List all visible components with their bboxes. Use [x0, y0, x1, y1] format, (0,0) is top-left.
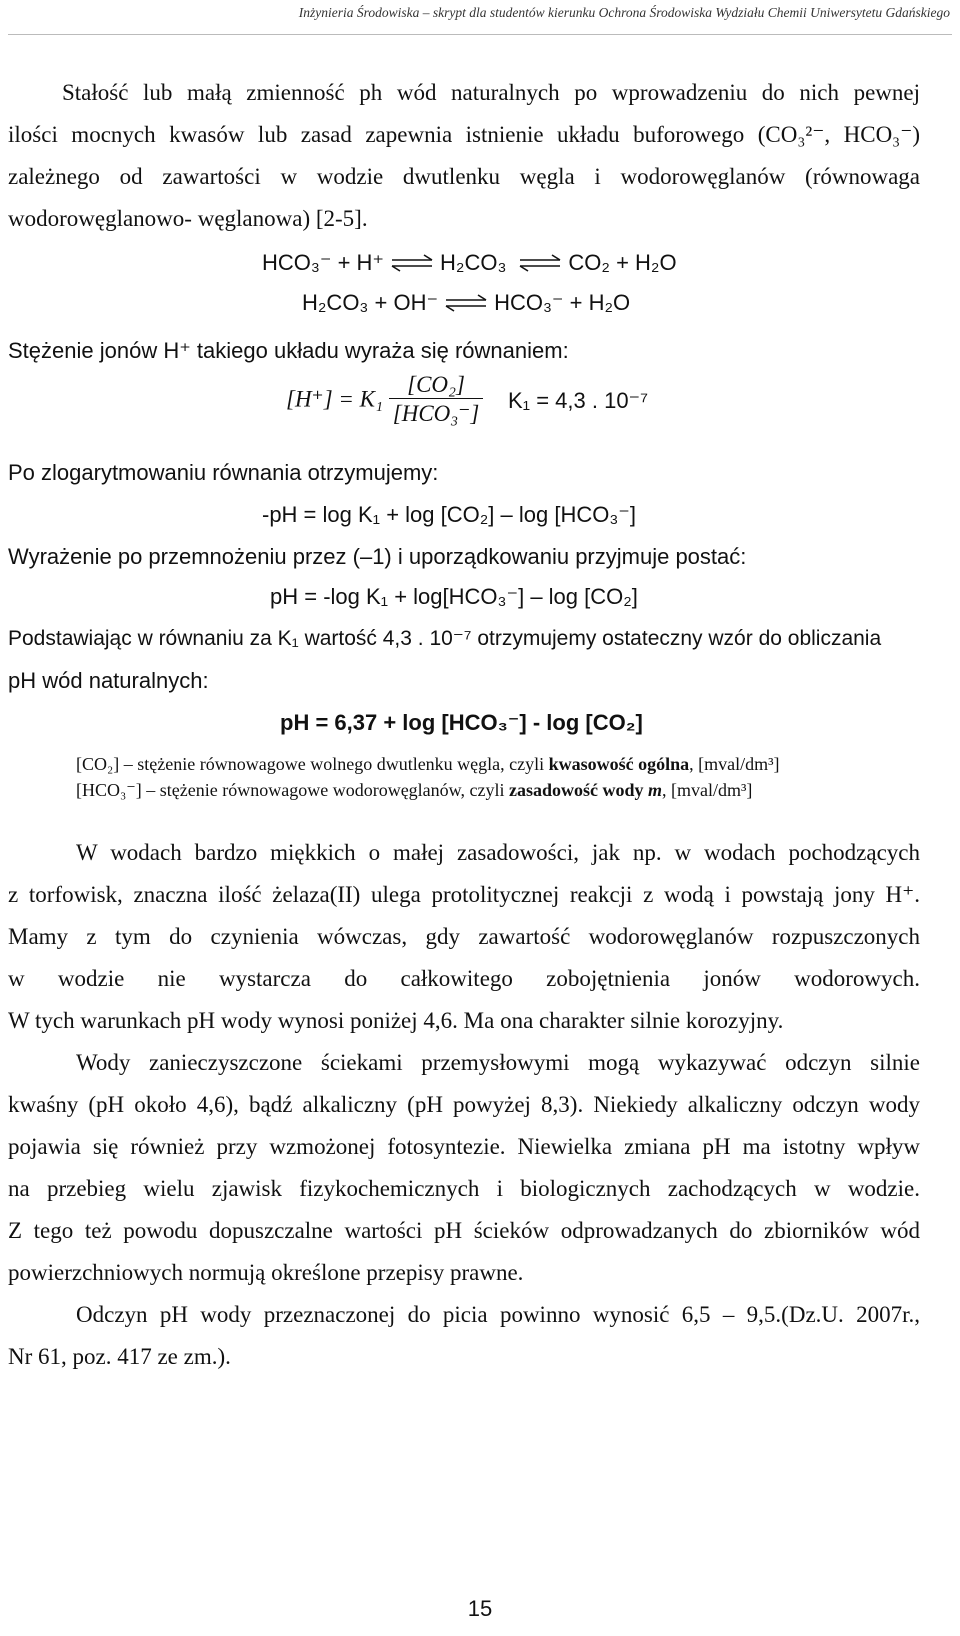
hydrogen-equation: [286, 372, 483, 427]
equation-fraction: [389, 372, 484, 427]
para3-line4: na przebieg wielu zjawisk fizykochemicznych i biologicznych zachodzących w wodzie.: [8, 1176, 920, 1201]
reaction2-left: H₂CO₃ + OH⁻: [302, 290, 439, 315]
reaction1-right: CO₂ + H₂O: [568, 250, 677, 275]
para1-line3: zależnego od zawartości w wodzie dwutlenku węgla i wodorowęglanów (równowaga: [8, 164, 920, 189]
para4-line1: Odczyn pH wody przeznaczonej do picia powinno wynosić 6,5 – 9,5.(Dz.U. 2007r.,: [76, 1302, 920, 1327]
para1-line4: wodorowęglanowo- węglanowa) [2-5].: [8, 206, 368, 231]
fraction-numerator: [CO₂]: [407, 372, 465, 397]
ph-equation: pH = -log K₁ + log[HCO₃⁻] – log [CO₂]: [270, 584, 638, 609]
log-equation: -pH = log K₁ + log [CO₂] – log [HCO₃⁻]: [262, 502, 637, 527]
para3-line2: kwaśny (pH około 4,6), bądź alkaliczny (pH powyżej 8,3). Niekiedy alkaliczny odczyn wody: [8, 1092, 920, 1117]
para3-line6: powierzchniowych normują określone przepisy prawne.: [8, 1260, 524, 1285]
para2-line5: W tych warunkach pH wody wynosi poniżej 4,6. Ma ona charakter silnie korozyjny.: [8, 1008, 784, 1033]
definition-co2-unit: , [mval/dm³]: [689, 754, 780, 774]
definition-hco3-term-m: m: [648, 780, 663, 800]
page-number: 15: [467, 1596, 493, 1621]
para2-line2: z torfowisk, znaczna ilość żelaza(II) ulega protolitycznej reakcji z wodą i powstają jony H⁺.: [8, 882, 920, 907]
k1-value: K₁ = 4,3 . 10⁻⁷: [508, 388, 649, 413]
log-intro: Po zlogarytmowaniu równania otrzymujemy:: [8, 460, 439, 485]
final-ph-formula: pH = 6,37 + log [HCO₃⁻] - log [CO₂]: [280, 710, 643, 735]
para1-line2: ilości mocnych kwasów lub zasad zapewnia istnienie układu buforowego (CO₃²⁻, HCO₃⁻): [8, 122, 920, 147]
substitution-line2: pH wód naturalnych:: [8, 668, 209, 693]
definition-co2-term: kwasowość ogólna: [548, 754, 690, 774]
equation-lhs: [H⁺] = K₁: [286, 386, 384, 412]
reaction2-right: HCO₃⁻ + H₂O: [494, 290, 631, 315]
para3-line1: Wody zanieczyszczone ściekami przemysłowymi mogą wykazywać odczyn silnie: [76, 1050, 920, 1075]
definition-hco3: [76, 780, 752, 801]
para3-line5: Z tego też powodu dopuszczalne wartości pH ścieków odprowadzanych do zbiorników wód: [8, 1218, 920, 1243]
running-header: Inżynieria Środowiska – skrypt dla studentów kierunku Ochrona Środowiska Wydziału Chemii Uniwersytetu Gdańskiego: [298, 5, 950, 20]
definition-co2-text: [CO₂] – stężenie równowagowe wolnego dwutlenku węgla, czyli: [76, 754, 549, 774]
definition-hco3-text: [HCO₃⁻] – stężenie równowagowe wodorowęglanów, czyli: [76, 780, 509, 800]
definition-co2: [76, 754, 780, 775]
concentration-intro: Stężenie jonów H⁺ takiego układu wyraża się równaniem:: [8, 338, 569, 363]
para4-line2: Nr 61, poz. 417 ze zm.).: [8, 1344, 231, 1369]
para2-line4: w wodzie nie wystarcza do całkowitego zobojętnienia jonów wodorowych.: [8, 966, 920, 991]
substitution-line1: Podstawiając w równaniu za K₁ wartość 4,3 . 10⁻⁷ otrzymujemy ostateczny wzór do obliczania: [8, 627, 882, 650]
para2-line1: W wodach bardzo miękkich o małej zasadowości, jak np. w wodach pochodzących: [76, 840, 920, 865]
definition-hco3-unit: , [mval/dm³]: [662, 780, 753, 800]
para3-line3: pojawia się również przy wzmożonej fotosyntezie. Niewielka zmiana pH ma istotny wpływ: [8, 1134, 920, 1159]
multiply-intro: Wyrażenie po przemnożeniu przez (–1) i uporządkowaniu przyjmuje postać:: [8, 544, 747, 569]
fraction-denominator: [HCO₃⁻]: [389, 398, 484, 427]
equilibrium-arrow-icon: [518, 254, 562, 272]
para2-line3: Mamy z tym do czynienia wówczas, gdy zawartość wodorowęglanów rozpuszczonych: [8, 924, 920, 949]
reaction-2: [302, 290, 630, 316]
definition-hco3-term: zasadowość wody: [508, 780, 648, 800]
reaction1-left: HCO₃⁻ + H⁺: [262, 250, 385, 275]
reaction1-middle: H₂CO₃: [440, 250, 507, 275]
header-rule: [8, 34, 952, 35]
reaction-1: [262, 250, 677, 276]
para1-line1: Stałość lub małą zmienność ph wód naturalnych po wprowadzeniu do nich pewnej: [62, 80, 920, 105]
equilibrium-arrow-icon: [390, 254, 434, 272]
equilibrium-arrow-icon: [444, 294, 488, 312]
